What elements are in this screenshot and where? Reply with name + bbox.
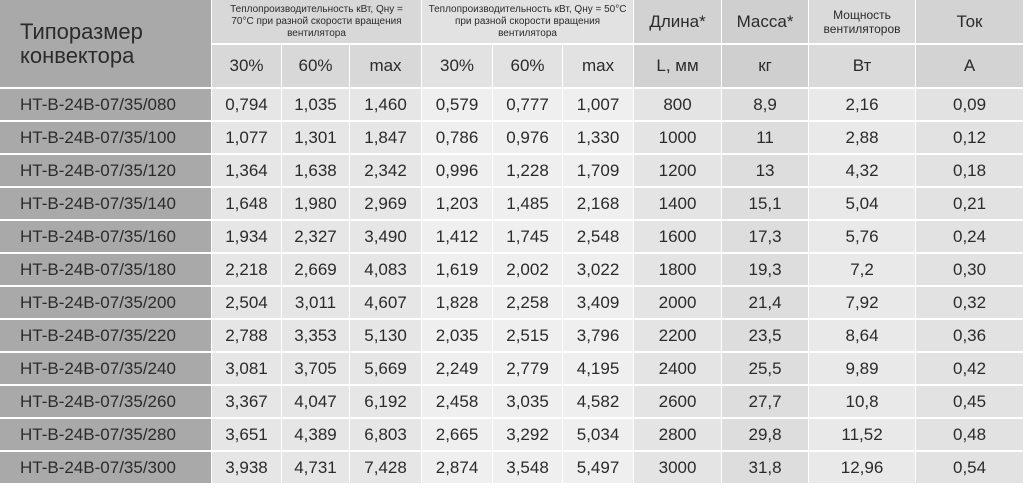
model-cell: HT-B-24B-07/35/140 <box>0 188 212 221</box>
current-cell: 0,09 <box>916 89 1024 122</box>
length-unit: L, мм <box>634 45 722 89</box>
heat-output-70-header: Теплопроизводительность кВт, Qну = 70°С при разной скорости вращения вентилятора <box>212 0 422 45</box>
current-cell: 0,54 <box>916 452 1024 485</box>
heat-50-max-cell: 3,022 <box>563 254 634 287</box>
speed-60-header: 60% <box>493 45 563 89</box>
heat-70-60-cell: 3,353 <box>282 320 350 353</box>
fan-power-cell: 7,2 <box>809 254 916 287</box>
model-cell: HT-B-24B-07/35/180 <box>0 254 212 287</box>
current-cell: 0,21 <box>916 188 1024 221</box>
current-cell: 0,32 <box>916 287 1024 320</box>
model-cell: HT-B-24B-07/35/300 <box>0 452 212 485</box>
fan-power-cell: 8,64 <box>809 320 916 353</box>
heat-70-60-cell: 1,638 <box>282 155 350 188</box>
heat-70-30-cell: 2,504 <box>212 287 282 320</box>
current-cell: 0,30 <box>916 254 1024 287</box>
mass-cell: 27,7 <box>722 386 809 419</box>
fan-power-unit: Вт <box>809 45 916 89</box>
model-cell: HT-B-24B-07/35/220 <box>0 320 212 353</box>
heat-50-60-cell: 1,485 <box>493 188 563 221</box>
mass-cell: 13 <box>722 155 809 188</box>
table-row <box>0 221 1024 254</box>
model-cell: HT-B-24B-07/35/260 <box>0 386 212 419</box>
fan-power-cell: 5,04 <box>809 188 916 221</box>
heat-50-60-cell: 1,228 <box>493 155 563 188</box>
heat-70-30-cell: 3,081 <box>212 353 282 386</box>
speed-30-header: 30% <box>422 45 493 89</box>
heat-50-max-cell: 1,709 <box>563 155 634 188</box>
mass-cell: 31,8 <box>722 452 809 485</box>
model-cell: HT-B-24B-07/35/100 <box>0 122 212 155</box>
heat-70-60-cell: 2,327 <box>282 221 350 254</box>
length-cell: 1600 <box>634 221 722 254</box>
current-cell: 0,12 <box>916 122 1024 155</box>
mass-cell: 8,9 <box>722 89 809 122</box>
speed-max-header: max <box>350 45 422 89</box>
heat-50-max-cell: 2,548 <box>563 221 634 254</box>
table-row <box>0 188 1024 221</box>
heat-70-30-cell: 3,938 <box>212 452 282 485</box>
model-cell: HT-B-24B-07/35/120 <box>0 155 212 188</box>
length-cell: 800 <box>634 89 722 122</box>
heat-50-30-cell: 2,035 <box>422 320 493 353</box>
mass-unit: кг <box>722 45 809 89</box>
current-cell: 0,24 <box>916 221 1024 254</box>
current-cell: 0,45 <box>916 386 1024 419</box>
heat-70-max-cell: 3,490 <box>350 221 422 254</box>
model-column-header: Типоразмер конвектора <box>0 0 212 89</box>
length-cell: 1800 <box>634 254 722 287</box>
mass-cell: 11 <box>722 122 809 155</box>
heat-70-30-cell: 1,077 <box>212 122 282 155</box>
table-row <box>0 386 1024 419</box>
fan-power-cell: 2,88 <box>809 122 916 155</box>
heat-50-max-cell: 3,796 <box>563 320 634 353</box>
mass-cell: 25,5 <box>722 353 809 386</box>
mass-cell: 29,8 <box>722 419 809 452</box>
mass-cell: 15,1 <box>722 188 809 221</box>
heat-50-max-cell: 5,497 <box>563 452 634 485</box>
model-cell: HT-B-24B-07/35/280 <box>0 419 212 452</box>
table-row <box>0 155 1024 188</box>
heat-70-max-cell: 6,803 <box>350 419 422 452</box>
heat-50-30-cell: 2,665 <box>422 419 493 452</box>
table-row <box>0 320 1024 353</box>
table-row <box>0 254 1024 287</box>
heat-50-max-cell: 2,168 <box>563 188 634 221</box>
heat-70-30-cell: 3,651 <box>212 419 282 452</box>
heat-output-50-header: Теплопроизводительность кВт, Qну = 50°С при разной скорости вращения вентилятора <box>422 0 634 45</box>
heat-70-60-cell: 4,389 <box>282 419 350 452</box>
model-cell: HT-B-24B-07/35/160 <box>0 221 212 254</box>
model-cell: HT-B-24B-07/35/200 <box>0 287 212 320</box>
current-unit: А <box>916 45 1024 89</box>
heat-70-max-cell: 1,847 <box>350 122 422 155</box>
current-header: Ток <box>916 0 1024 45</box>
heat-50-30-cell: 1,619 <box>422 254 493 287</box>
heat-70-30-cell: 1,364 <box>212 155 282 188</box>
heat-70-30-cell: 2,218 <box>212 254 282 287</box>
heat-70-max-cell: 2,342 <box>350 155 422 188</box>
heat-50-30-cell: 2,874 <box>422 452 493 485</box>
fan-power-cell: 10,8 <box>809 386 916 419</box>
length-cell: 2800 <box>634 419 722 452</box>
heat-50-max-cell: 3,409 <box>563 287 634 320</box>
fan-power-header: Мощность вентиляторов <box>809 0 916 45</box>
current-cell: 0,18 <box>916 155 1024 188</box>
heat-70-30-cell: 1,648 <box>212 188 282 221</box>
heat-50-60-cell: 2,258 <box>493 287 563 320</box>
current-cell: 0,36 <box>916 320 1024 353</box>
table-body <box>0 89 1024 485</box>
heat-50-30-cell: 1,203 <box>422 188 493 221</box>
table-row <box>0 419 1024 452</box>
heat-50-max-cell: 4,582 <box>563 386 634 419</box>
heat-70-max-cell: 6,192 <box>350 386 422 419</box>
heat-50-60-cell: 3,292 <box>493 419 563 452</box>
heat-50-60-cell: 3,548 <box>493 452 563 485</box>
length-cell: 1200 <box>634 155 722 188</box>
heat-50-max-cell: 4,195 <box>563 353 634 386</box>
heat-50-max-cell: 5,034 <box>563 419 634 452</box>
heat-70-30-cell: 1,934 <box>212 221 282 254</box>
table-header <box>0 0 1024 89</box>
heat-50-60-cell: 3,035 <box>493 386 563 419</box>
header-row-titles <box>0 0 1024 45</box>
mass-cell: 23,5 <box>722 320 809 353</box>
heat-70-max-cell: 4,083 <box>350 254 422 287</box>
heat-50-60-cell: 2,002 <box>493 254 563 287</box>
heat-70-max-cell: 7,428 <box>350 452 422 485</box>
heat-50-60-cell: 2,779 <box>493 353 563 386</box>
heat-70-60-cell: 4,047 <box>282 386 350 419</box>
fan-power-cell: 7,92 <box>809 287 916 320</box>
length-cell: 2000 <box>634 287 722 320</box>
length-cell: 2200 <box>634 320 722 353</box>
heat-70-max-cell: 4,607 <box>350 287 422 320</box>
speed-30-header: 30% <box>212 45 282 89</box>
heat-70-30-cell: 2,788 <box>212 320 282 353</box>
table-row <box>0 89 1024 122</box>
length-cell: 2600 <box>634 386 722 419</box>
length-cell: 3000 <box>634 452 722 485</box>
table-row <box>0 452 1024 485</box>
heat-70-30-cell: 0,794 <box>212 89 282 122</box>
heat-50-60-cell: 2,515 <box>493 320 563 353</box>
length-header: Длина* <box>634 0 722 45</box>
fan-power-cell: 12,96 <box>809 452 916 485</box>
speed-max-header: max <box>563 45 634 89</box>
fan-power-cell: 9,89 <box>809 353 916 386</box>
heat-70-30-cell: 3,367 <box>212 386 282 419</box>
heat-50-60-cell: 0,976 <box>493 122 563 155</box>
heat-50-30-cell: 2,458 <box>422 386 493 419</box>
heat-50-60-cell: 1,745 <box>493 221 563 254</box>
mass-cell: 17,3 <box>722 221 809 254</box>
heat-50-30-cell: 1,412 <box>422 221 493 254</box>
current-cell: 0,42 <box>916 353 1024 386</box>
length-cell: 2400 <box>634 353 722 386</box>
fan-power-cell: 5,76 <box>809 221 916 254</box>
table-row <box>0 287 1024 320</box>
heat-70-60-cell: 3,011 <box>282 287 350 320</box>
heat-70-60-cell: 1,035 <box>282 89 350 122</box>
heat-50-max-cell: 1,007 <box>563 89 634 122</box>
heat-50-30-cell: 0,786 <box>422 122 493 155</box>
model-cell: HT-B-24B-07/35/240 <box>0 353 212 386</box>
table-row <box>0 122 1024 155</box>
heat-70-60-cell: 1,301 <box>282 122 350 155</box>
heat-70-60-cell: 1,980 <box>282 188 350 221</box>
heat-50-30-cell: 2,249 <box>422 353 493 386</box>
mass-header: Масса* <box>722 0 809 45</box>
heat-50-30-cell: 1,828 <box>422 287 493 320</box>
speed-60-header: 60% <box>282 45 350 89</box>
heat-50-30-cell: 0,996 <box>422 155 493 188</box>
fan-power-cell: 4,32 <box>809 155 916 188</box>
mass-cell: 19,3 <box>722 254 809 287</box>
heat-70-max-cell: 1,460 <box>350 89 422 122</box>
heat-50-30-cell: 0,579 <box>422 89 493 122</box>
model-cell: HT-B-24B-07/35/080 <box>0 89 212 122</box>
heat-70-max-cell: 5,669 <box>350 353 422 386</box>
mass-cell: 21,4 <box>722 287 809 320</box>
table-row <box>0 353 1024 386</box>
heat-50-60-cell: 0,777 <box>493 89 563 122</box>
heat-70-max-cell: 2,969 <box>350 188 422 221</box>
fan-power-cell: 2,16 <box>809 89 916 122</box>
heat-70-60-cell: 4,731 <box>282 452 350 485</box>
heat-70-60-cell: 2,669 <box>282 254 350 287</box>
heat-70-60-cell: 3,705 <box>282 353 350 386</box>
fan-power-cell: 11,52 <box>809 419 916 452</box>
current-cell: 0,48 <box>916 419 1024 452</box>
heat-70-max-cell: 5,130 <box>350 320 422 353</box>
length-cell: 1000 <box>634 122 722 155</box>
length-cell: 1400 <box>634 188 722 221</box>
heat-50-max-cell: 1,330 <box>563 122 634 155</box>
